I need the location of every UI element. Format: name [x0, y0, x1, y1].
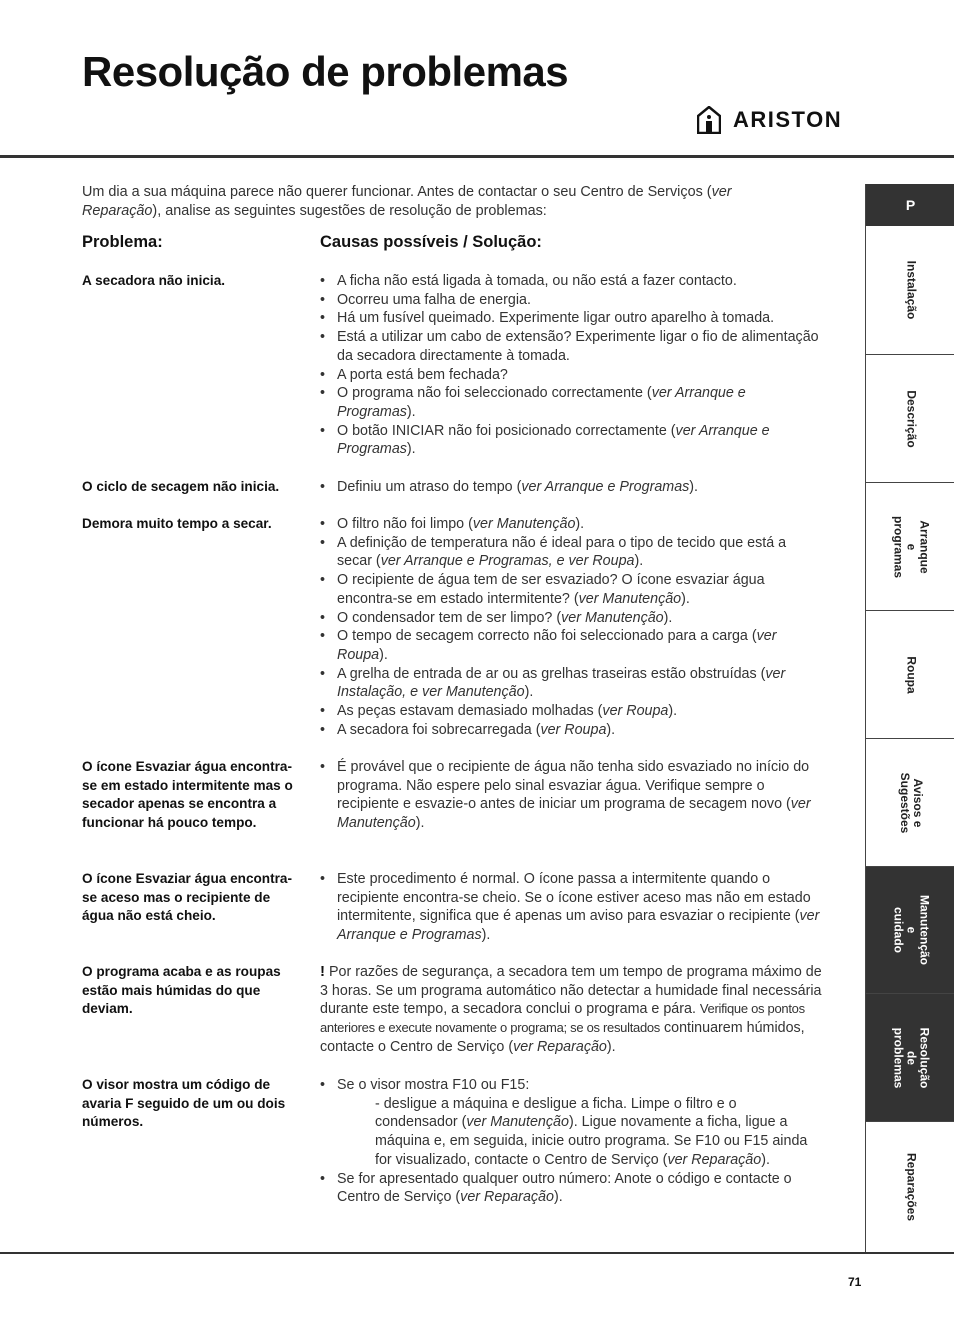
bottom-divider	[0, 1252, 954, 1254]
problem-label: Demora muito tempo a secar.	[82, 516, 272, 531]
problem-column-header: Problema:	[82, 233, 163, 251]
tab-label: Manutenção e cuidado	[891, 894, 931, 966]
cause-item: • O botão INICIAR não foi posicionado correctamente (ver Arranque e Programas).	[320, 422, 820, 459]
cause-item: • A grelha de entrada de ar ou as grelhas traseiras estão obstruídas (ver Instalação, e ver Manutenção).	[320, 665, 820, 702]
cause-item: • A secadora foi sobrecarregada (ver Roupa).	[320, 721, 820, 740]
section-sidebar	[865, 184, 954, 1252]
cause-item: • A ficha não está ligada à tomada, ou não está a fazer contacto.	[320, 272, 820, 291]
causes-list	[320, 478, 820, 497]
cause-item: • O recipiente de água tem de ser esvaziado? O ícone esvaziar água encontra-se em estado intermitente? (ver Manutenção).	[320, 571, 820, 608]
causes-list	[320, 758, 820, 833]
brand-name: ARISTON	[733, 107, 843, 132]
problem-label: O visor mostra um código de avaria F seguido de um ou dois números.	[82, 1077, 286, 1130]
causes-list	[320, 870, 820, 945]
page-number: 71	[848, 1275, 862, 1289]
causes-list	[320, 272, 820, 459]
cause-item: • A porta está bem fechada?	[320, 366, 820, 385]
tab-label: Avisos e Sugestões	[897, 772, 925, 833]
cause-item: • Se o visor mostra F10 ou F15: - desligue a máquina e desligue a ficha. Limpe o filtro e o condensador (ver Manutenção). Ligue novamente a ficha, ligue a máquina e, em seguida, inicie outro programa. Se F10 ou F15 ainda for visualizado, contacte o Centro de Serviço (ver Reparação).	[320, 1076, 820, 1170]
top-divider	[0, 155, 954, 158]
tab-arranque-programas[interactable]	[866, 483, 954, 611]
cause-item: • Ocorreu uma falha de energia.	[320, 291, 820, 310]
safety-warning: ! Por razões de segurança, a secadora tem um tempo de programa máximo de 3 horas. Se um programa automático não detectar a humidade final necessária durante este tempo, a secadora conclui o programa e pára. Verifique os pontos anteriores e execute novamente o programa; se os resultados continuarem húmidos, contacte o Centro de Serviço (ver Reparação).	[320, 963, 822, 1055]
problem-label: O programa acaba e as roupas estão mais húmidas do que deviam.	[82, 964, 281, 1017]
tab-label: Arranque e programas	[891, 515, 931, 578]
tab-label: Instalação	[904, 260, 918, 320]
problem-label: O ícone Esvaziar água encontra-se em estado intermitente mas o secador apenas se encontra a funcionar há pouco tempo.	[82, 759, 293, 831]
tab-reparacoes[interactable]	[866, 1122, 954, 1252]
cause-item: • Está a utilizar um cabo de extensão? Experimente ligar o fio de alimentação da secadora directamente à tomada.	[320, 328, 820, 365]
cause-item: • O condensador tem de ser limpo? (ver Manutenção).	[320, 609, 820, 628]
language-tab: P	[866, 184, 954, 226]
cause-item: • A definição de temperatura não é ideal para o tipo de tecido que está a secar (ver Arranque e Programas, e ver Roupa).	[320, 534, 820, 571]
causes-list	[320, 1076, 820, 1207]
causes-column-header: Causas possíveis / Solução:	[320, 233, 542, 251]
cause-item: • Se for apresentado qualquer outro número: Anote o código e contacte o Centro de Serviço (ver Reparação).	[320, 1170, 820, 1207]
intro-text: Um dia a sua máquina parece não querer funcionar. Antes de contactar o seu Centro de Serviços (ver Reparação), analise as seguintes sugestões de resolução de problemas:	[82, 184, 732, 219]
house-logo-icon	[697, 106, 721, 134]
cause-item: • Este procedimento é normal. O ícone passa a intermitente quando o recipiente encontra-se cheio. Se o ícone estiver aceso mas não em estado intermitente, significa que é apenas um aviso para esvaziar o recipiente (ver Arranque e Programas).	[320, 870, 820, 945]
cause-item: • O tempo de secagem correcto não foi seleccionado para a carga (ver Roupa).	[320, 627, 820, 664]
cause-item: • É provável que o recipiente de água não tenha sido esvaziado no início do programa. Não espere pelo sinal esvaziar água. Verifique sempre o recipiente e esvazie-o antes de iniciar um programa de secagem novo (ver Manutenção).	[320, 758, 820, 833]
cause-item: • As peças estavam demasiado molhadas (ver Roupa).	[320, 702, 820, 721]
tab-label: Descrição	[904, 389, 918, 448]
cause-subitem: - desligue a máquina e desligue a ficha. Limpe o filtro e o condensador (ver Manutenção). Ligue novamente a ficha, ligue a máquina e, em seguida, inicie outro programa. Se F10 ou F15 ainda for visualizado, contacte o Centro de Serviço (ver Reparação).	[375, 1095, 808, 1168]
problem-label: A secadora não inicia.	[82, 273, 226, 288]
tab-instalacao[interactable]	[866, 226, 954, 355]
warning-mark: !	[320, 963, 325, 980]
problem-label: O ciclo de secagem não inicia.	[82, 479, 280, 494]
cause-item: • O programa não foi seleccionado correctamente (ver Arranque e Programas).	[320, 384, 820, 421]
cause-item: • Definiu um atraso do tempo (ver Arranque e Programas).	[320, 478, 820, 497]
ariston-logo	[697, 106, 842, 134]
page-title: Resolução de problemas	[82, 48, 569, 95]
tab-roupa[interactable]	[866, 611, 954, 739]
tab-descricao[interactable]	[866, 355, 954, 483]
cause-item: • Há um fusível queimado. Experimente ligar outro aparelho à tomada.	[320, 309, 820, 328]
tab-manutencao-cuidado[interactable]	[866, 867, 954, 994]
tab-label: Roupa	[904, 655, 918, 694]
tab-resolucao-problemas[interactable]	[866, 994, 954, 1122]
tab-avisos-sugestoes[interactable]	[866, 739, 954, 867]
cause-item: • O filtro não foi limpo (ver Manutenção).	[320, 515, 820, 534]
tab-label: Reparações	[904, 1152, 918, 1222]
causes-list	[320, 515, 820, 739]
tab-label: Resolução de problemas	[891, 1027, 931, 1088]
problem-label: O ícone Esvaziar água encontra-se aceso mas o recipiente de água não está cheio.	[82, 871, 293, 924]
